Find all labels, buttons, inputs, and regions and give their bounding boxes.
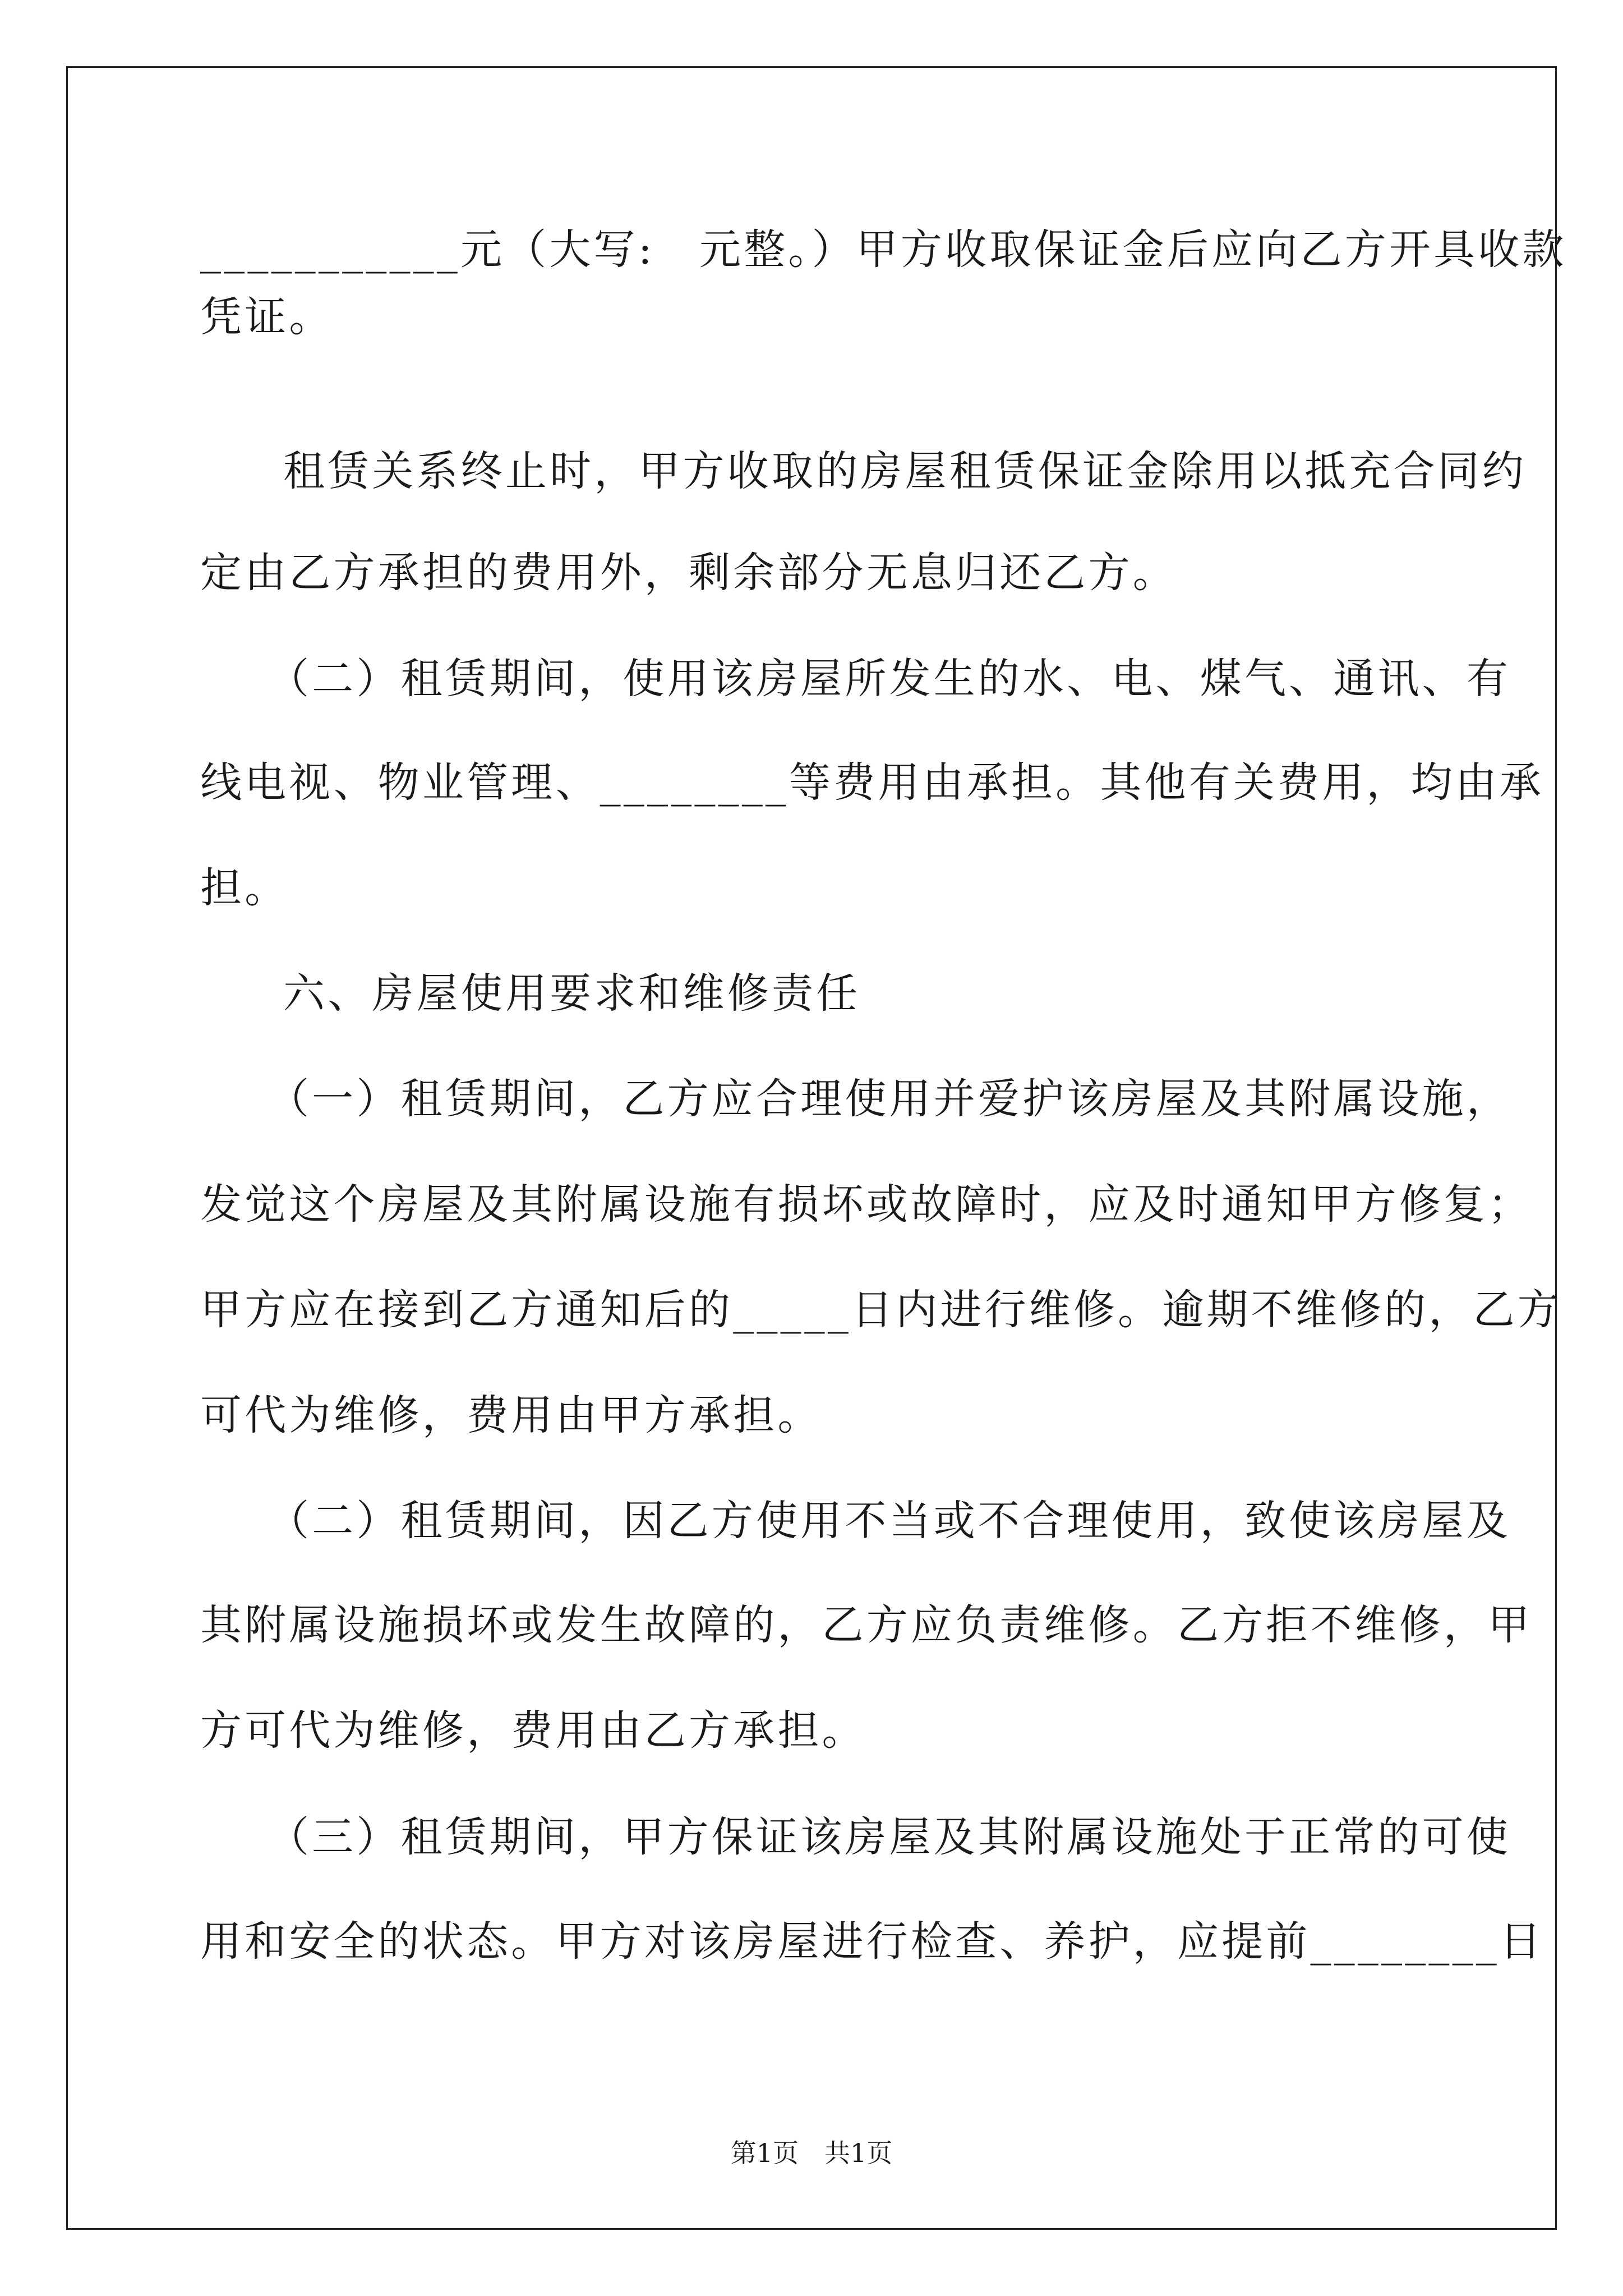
text-line-4: 定由乙方承担的费用外，剩余部分无息归还乙方。	[200, 549, 1177, 597]
text-line-15: 方可代为维修，费用由乙方承担。	[200, 1706, 866, 1755]
text-line-5: （二）租赁期间，使用该房屋所发生的水、电、煤气、通讯、有	[268, 655, 1511, 703]
text-line-9: （一）租赁期间，乙方应合理使用并爱护该房屋及其附属设施，	[268, 1075, 1511, 1123]
text-line-2: 凭证。	[200, 293, 334, 341]
text-line-16: （三）租赁期间，甲方保证该房屋及其附属设施处于正常的可使	[268, 1813, 1511, 1861]
text-line-11: 甲方应在接到乙方通知后的_____日内进行维修。逾期不维修的，乙方	[200, 1286, 1562, 1334]
section-heading: 六、房屋使用要求和维修责任	[283, 969, 861, 1018]
text-line-10: 发觉这个房屋及其附属设施有损坏或故障时，应及时通知甲方修复；	[200, 1180, 1533, 1228]
text-line-17: 用和安全的状态。甲方对该房屋进行检查、养护，应提前________日	[200, 1917, 1544, 1966]
text-line-7: 担。	[200, 864, 289, 912]
page-border	[66, 66, 1557, 2230]
page-number-footer: 第1页 共1页	[730, 2138, 893, 2168]
text-line-14: 其附属设施损坏或发生故障的，乙方应负责维修。乙方拒不维修，甲	[200, 1601, 1533, 1649]
text-line-12: 可代为维修，费用由甲方承担。	[200, 1391, 822, 1439]
text-line-3: 租赁关系终止时，甲方收取的房屋租赁保证金除用以抵充合同约	[283, 447, 1527, 495]
text-line-1: ___________元（大写: 元整。）甲方收取保证金后应向乙方开具收款	[200, 226, 1567, 274]
text-line-6: 线电视、物业管理、________等费用由承担。其他有关费用，均由承	[200, 758, 1544, 807]
text-line-13: （二）租赁期间，因乙方使用不当或不合理使用，致使该房屋及	[268, 1497, 1511, 1545]
